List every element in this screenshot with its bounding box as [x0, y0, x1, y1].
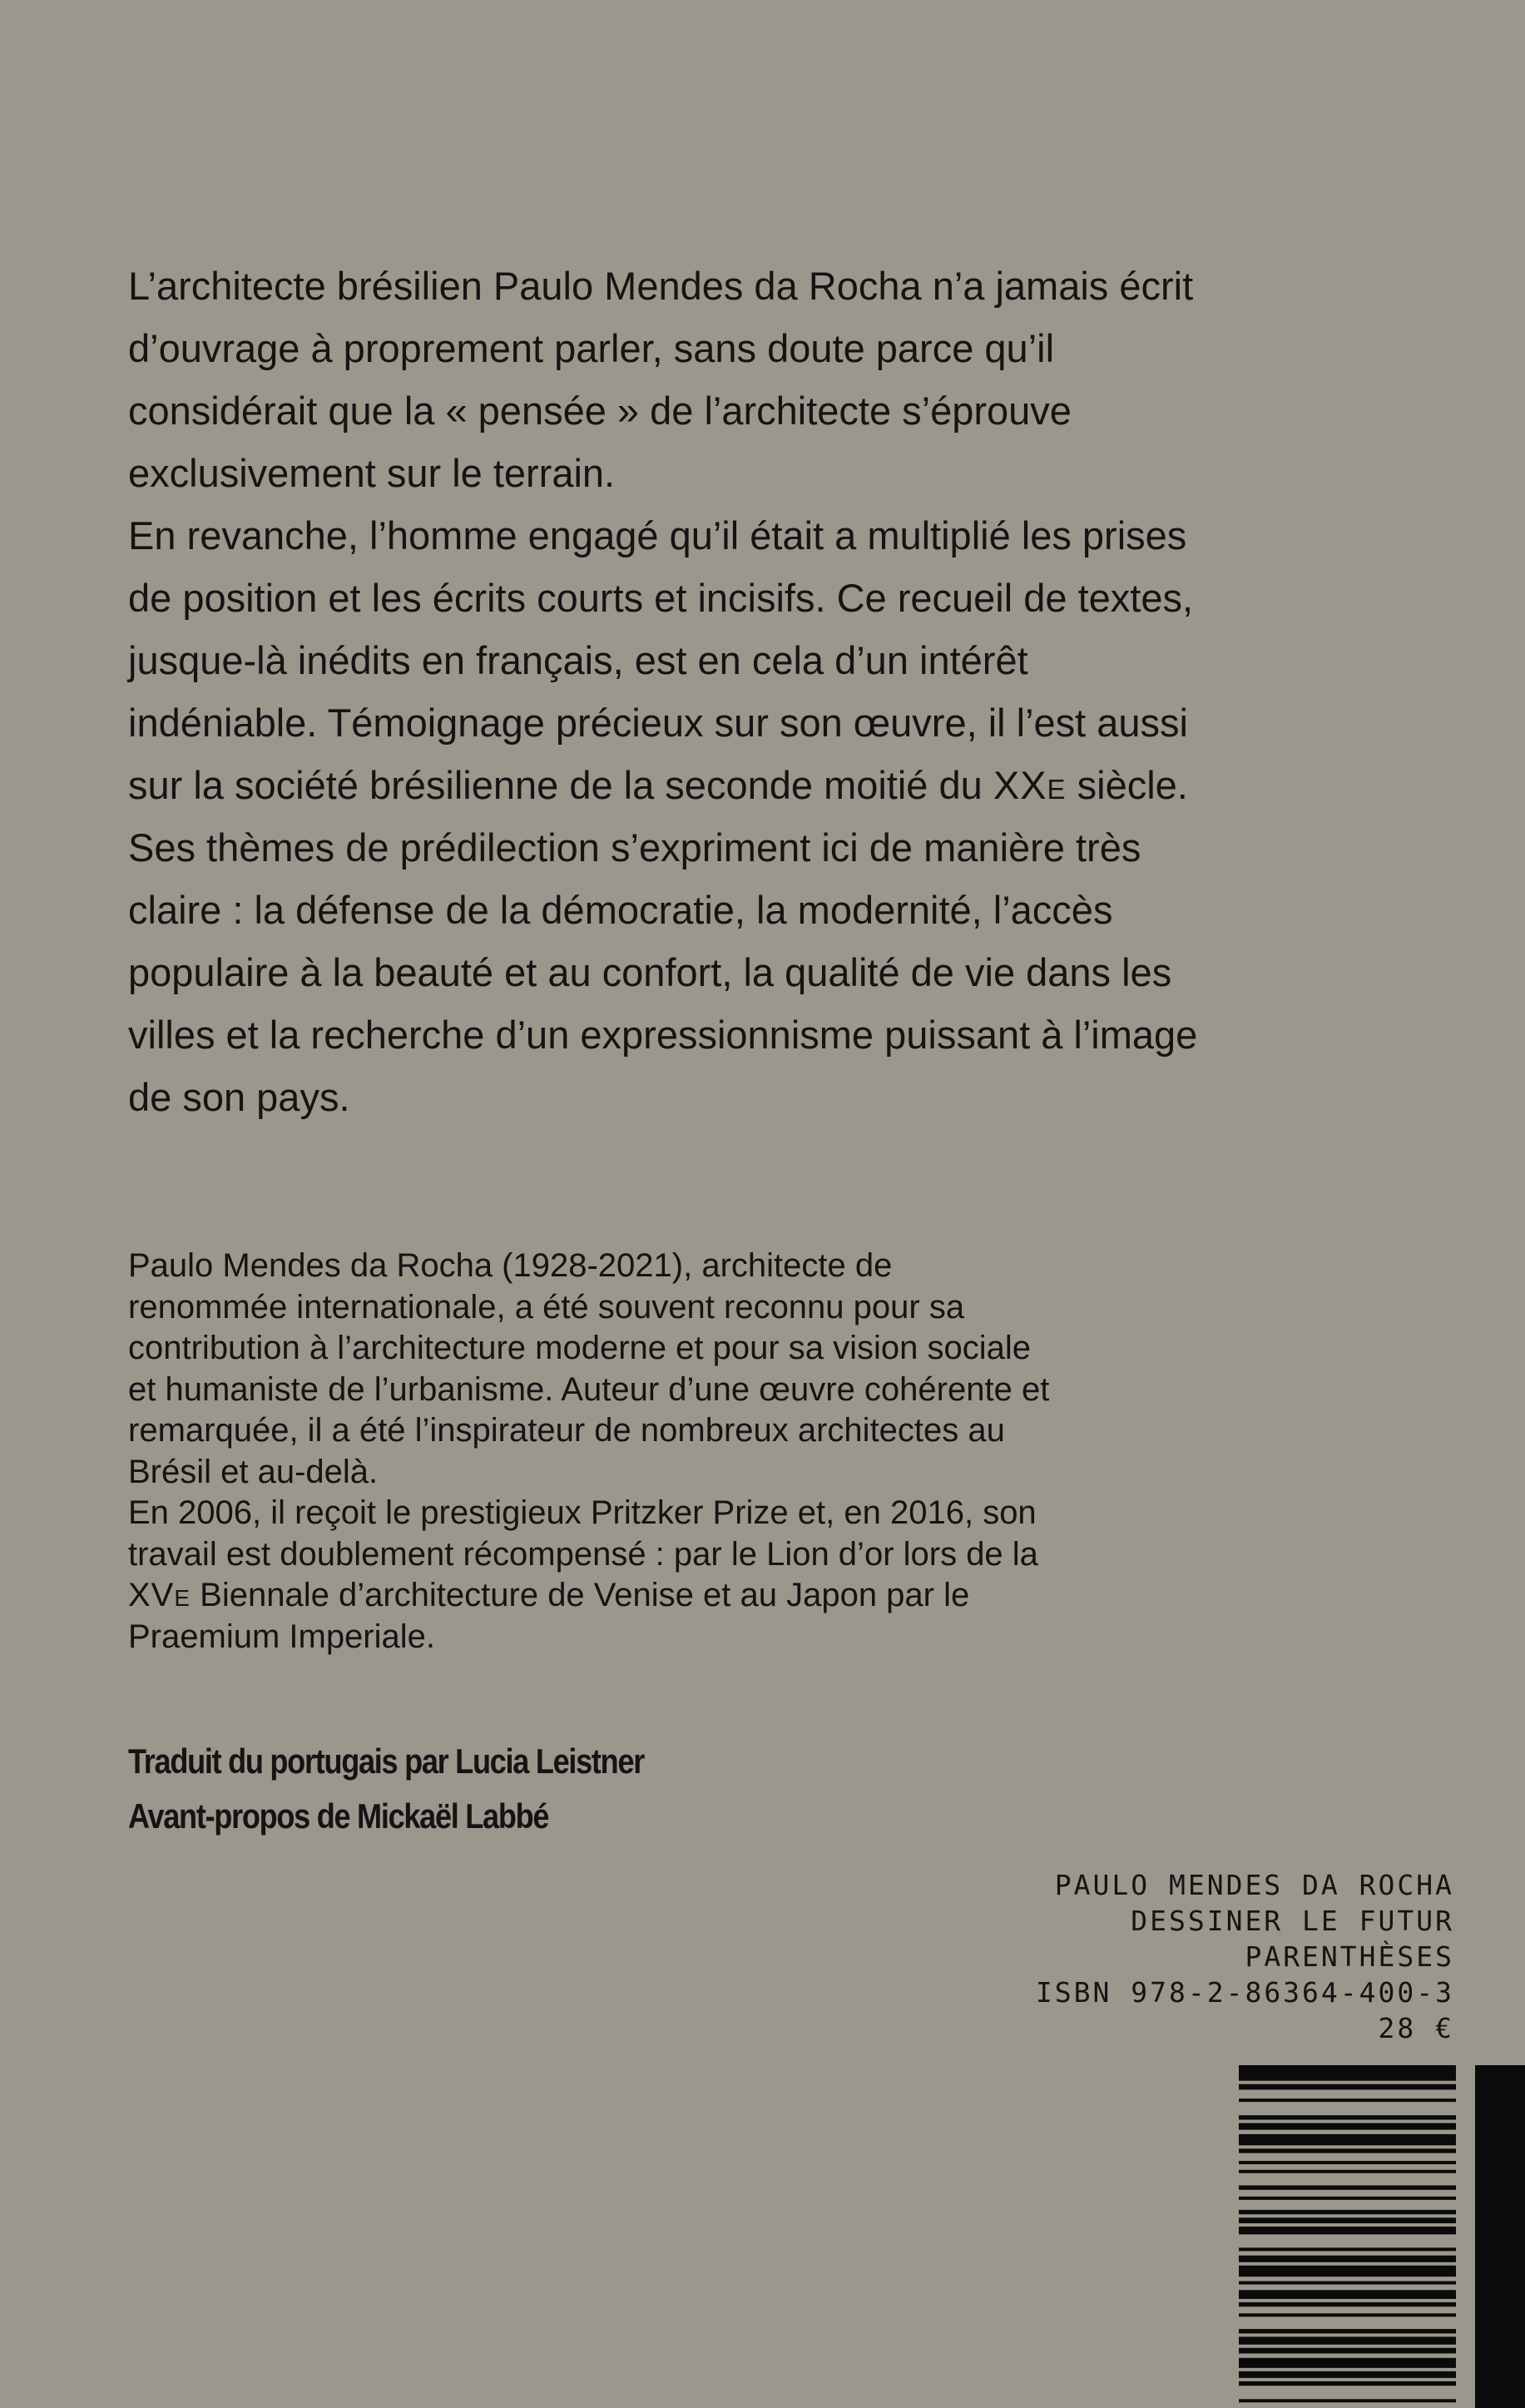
blurb-paragraph-2-text-b: siècle.	[1066, 763, 1188, 807]
barcode-bar	[1239, 2358, 1456, 2368]
blurb-paragraph-3: Ses thèmes de prédilection s’expriment ici de manière très claire : la défense de la démocratie, la modernité, l’accès populaire à la beauté et au confort, la qualité de vie dans les villes et la recherche d’un expressionnisme puissant à l’image de son pays.	[128, 825, 1198, 1119]
barcode-bar	[1239, 2210, 1456, 2214]
meta-isbn: ISBN 978-2-86364-400-3	[1035, 1976, 1454, 2009]
credits	[128, 1734, 644, 1844]
barcode	[1239, 2065, 1456, 2408]
blurb-paragraph-2-text-a: En revanche, l’homme engagé qu’il était a multiplié les prises de position et les écrits courts et incisifs. Ce recueil de textes, jusque-là inédits en français, est en cela d’un intérêt indéniable. Témoignage précieux sur son œuvre, il l’est aussi sur la société brésilienne de la seconde moitié du	[128, 513, 1194, 807]
book-metadata	[1036, 1867, 1454, 2046]
barcode-bar	[1239, 2227, 1456, 2234]
barcode-bar	[1239, 2302, 1456, 2306]
author-bio	[128, 1246, 1060, 1657]
barcode-bar	[1239, 2381, 1456, 2386]
meta-publisher: PARENTHÈSES	[1245, 1940, 1454, 1973]
barcode-bar	[1239, 2134, 1456, 2145]
barcode-bar	[1239, 2115, 1456, 2119]
barcode-bar	[1239, 2348, 1456, 2354]
bio-paragraph-2-text-a: En 2006, il reçoit le prestigieux Pritzker Prize et, en 2016, son travail est doublement récompensé : par le Lion d’or lors de la	[128, 1494, 1038, 1573]
barcode-bar	[1239, 2065, 1456, 2081]
bio-paragraph-2	[128, 1493, 1060, 1657]
edge-strip	[1475, 2065, 1525, 2408]
meta-title: DESSINER LE FUTUR	[1131, 1905, 1454, 1937]
barcode-bar	[1239, 2185, 1456, 2189]
barcode-bar	[1239, 2098, 1456, 2102]
meta-author: PAULO MENDES DA ROCHA	[1054, 1869, 1454, 1901]
barcode-bar	[1239, 2282, 1456, 2285]
barcode-bar	[1239, 2266, 1456, 2277]
barcode-bar	[1239, 2148, 1456, 2153]
barcode-bar	[1239, 2313, 1456, 2316]
barcode-bar	[1239, 2217, 1456, 2223]
bio-paragraph-1: Paulo Mendes da Rocha (1928-2021), architecte de renommée internationale, a été souvent reconnu pour sa contribution à l’architecture moderne et pour sa vision sociale et humaniste de l’urbanisme. Auteur d’une œuvre cohérente et remarquée, il a été l’inspirateur de nombreux architectes au Brésil et au-delà.	[128, 1247, 1050, 1490]
barcode-bar	[1239, 2371, 1456, 2378]
barcode-bar	[1239, 2197, 1456, 2200]
meta-price: 28 €	[1378, 2012, 1454, 2044]
barcode-bar	[1239, 2123, 1456, 2130]
century-numeral: XXe	[993, 763, 1067, 807]
barcode-bar	[1239, 2256, 1456, 2262]
barcode-bar	[1239, 2290, 1456, 2299]
bio-paragraph-2-text-b: Biennale d’architecture de Venise et au Japon par le Praemium Imperiale.	[128, 1577, 970, 1655]
barcode-bar	[1239, 2084, 1456, 2090]
biennale-numeral: XVe	[128, 1577, 191, 1613]
barcode-bar	[1239, 2336, 1456, 2344]
blurb-paragraph-2	[128, 504, 1226, 816]
barcode-bar	[1239, 2161, 1456, 2164]
blurb-paragraph-1: L’architecte brésilien Paulo Mendes da Rocha n’a jamais écrit d’ouvrage à proprement parler, sans doute parce qu’il considérait que la « pensée » de l’architecte s’éprouve exclusivement sur le terrain.	[128, 264, 1194, 495]
barcode-bar	[1239, 2399, 1456, 2402]
barcode-bar	[1239, 2329, 1456, 2333]
foreword-credit: Avant-propos de Mickaël Labbé	[128, 1796, 549, 1836]
barcode-bar	[1239, 2170, 1456, 2173]
barcode-bar	[1239, 2247, 1456, 2251]
blurb	[128, 255, 1226, 1128]
translator-credit: Traduit du portugais par Lucia Leistner	[128, 1742, 645, 1781]
